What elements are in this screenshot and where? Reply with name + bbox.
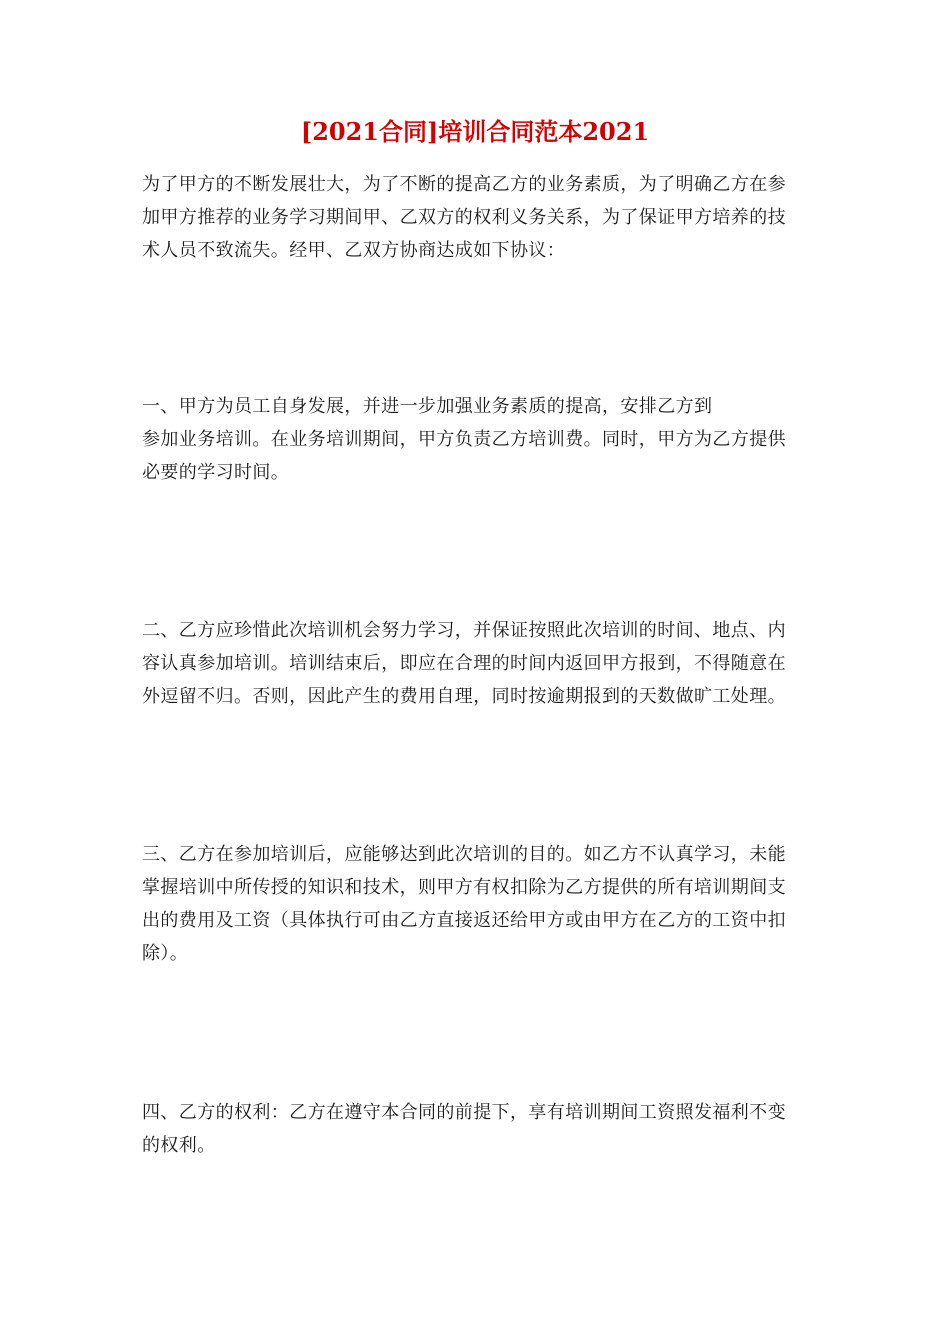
paragraph-line: 外逗留不归。否则，因此产生的费用自理，同时按逾期报到的天数做旷工处理。 <box>142 686 786 707</box>
paragraph-intro <box>142 168 818 267</box>
paragraph-line: 掌握培训中所传授的知识和技术，则甲方有权扣除为乙方提供的所有培训期间支 <box>142 877 786 898</box>
paragraph-line: 出的费用及工资（具体执行可由乙方直接返还给甲方或由甲方在乙方的工资中扣 <box>142 910 786 931</box>
paragraph-line: 术人员不致流失。经甲、乙双方协商达成如下协议： <box>142 240 566 261</box>
paragraph-line: 必要的学习时间。 <box>142 462 290 483</box>
document-title: [2021合同]培训合同范本2021 <box>300 117 650 146</box>
paragraph-clause-2 <box>142 614 818 713</box>
paragraph-line: 为了甲方的不断发展壮大，为了不断的提高乙方的业务素质，为了明确乙方在参 <box>142 174 786 195</box>
paragraph-line: 除）。 <box>142 943 189 964</box>
paragraph-line: 容认真参加培训。培训结束后，即应在合理的时间内返回甲方报到，不得随意在 <box>142 653 786 674</box>
paragraph-line: 一、甲方为员工自身发展，并进一步加强业务素质的提高，安排乙方到 <box>142 396 713 417</box>
paragraph-clause-3 <box>142 838 818 970</box>
paragraph-line: 加甲方推荐的业务学习期间甲、乙双方的权利义务关系，为了保证甲方培养的技 <box>142 207 786 228</box>
paragraph-line: 的权利。 <box>142 1135 216 1156</box>
paragraph-clause-1 <box>142 390 818 489</box>
paragraph-line: 参加业务培训。在业务培训期间，甲方负责乙方培训费。同时，甲方为乙方提供 <box>142 429 786 450</box>
paragraph-line: 三、乙方在参加培训后，应能够达到此次培训的目的。如乙方不认真学习，未能 <box>142 844 786 865</box>
paragraph-clause-4 <box>142 1096 818 1162</box>
paragraph-line: 四、乙方的权利：乙方在遵守本合同的前提下，享有培训期间工资照发福利不变 <box>142 1102 786 1123</box>
paragraph-line: 二、乙方应珍惜此次培训机会努力学习，并保证按照此次培训的时间、地点、内 <box>142 620 786 641</box>
